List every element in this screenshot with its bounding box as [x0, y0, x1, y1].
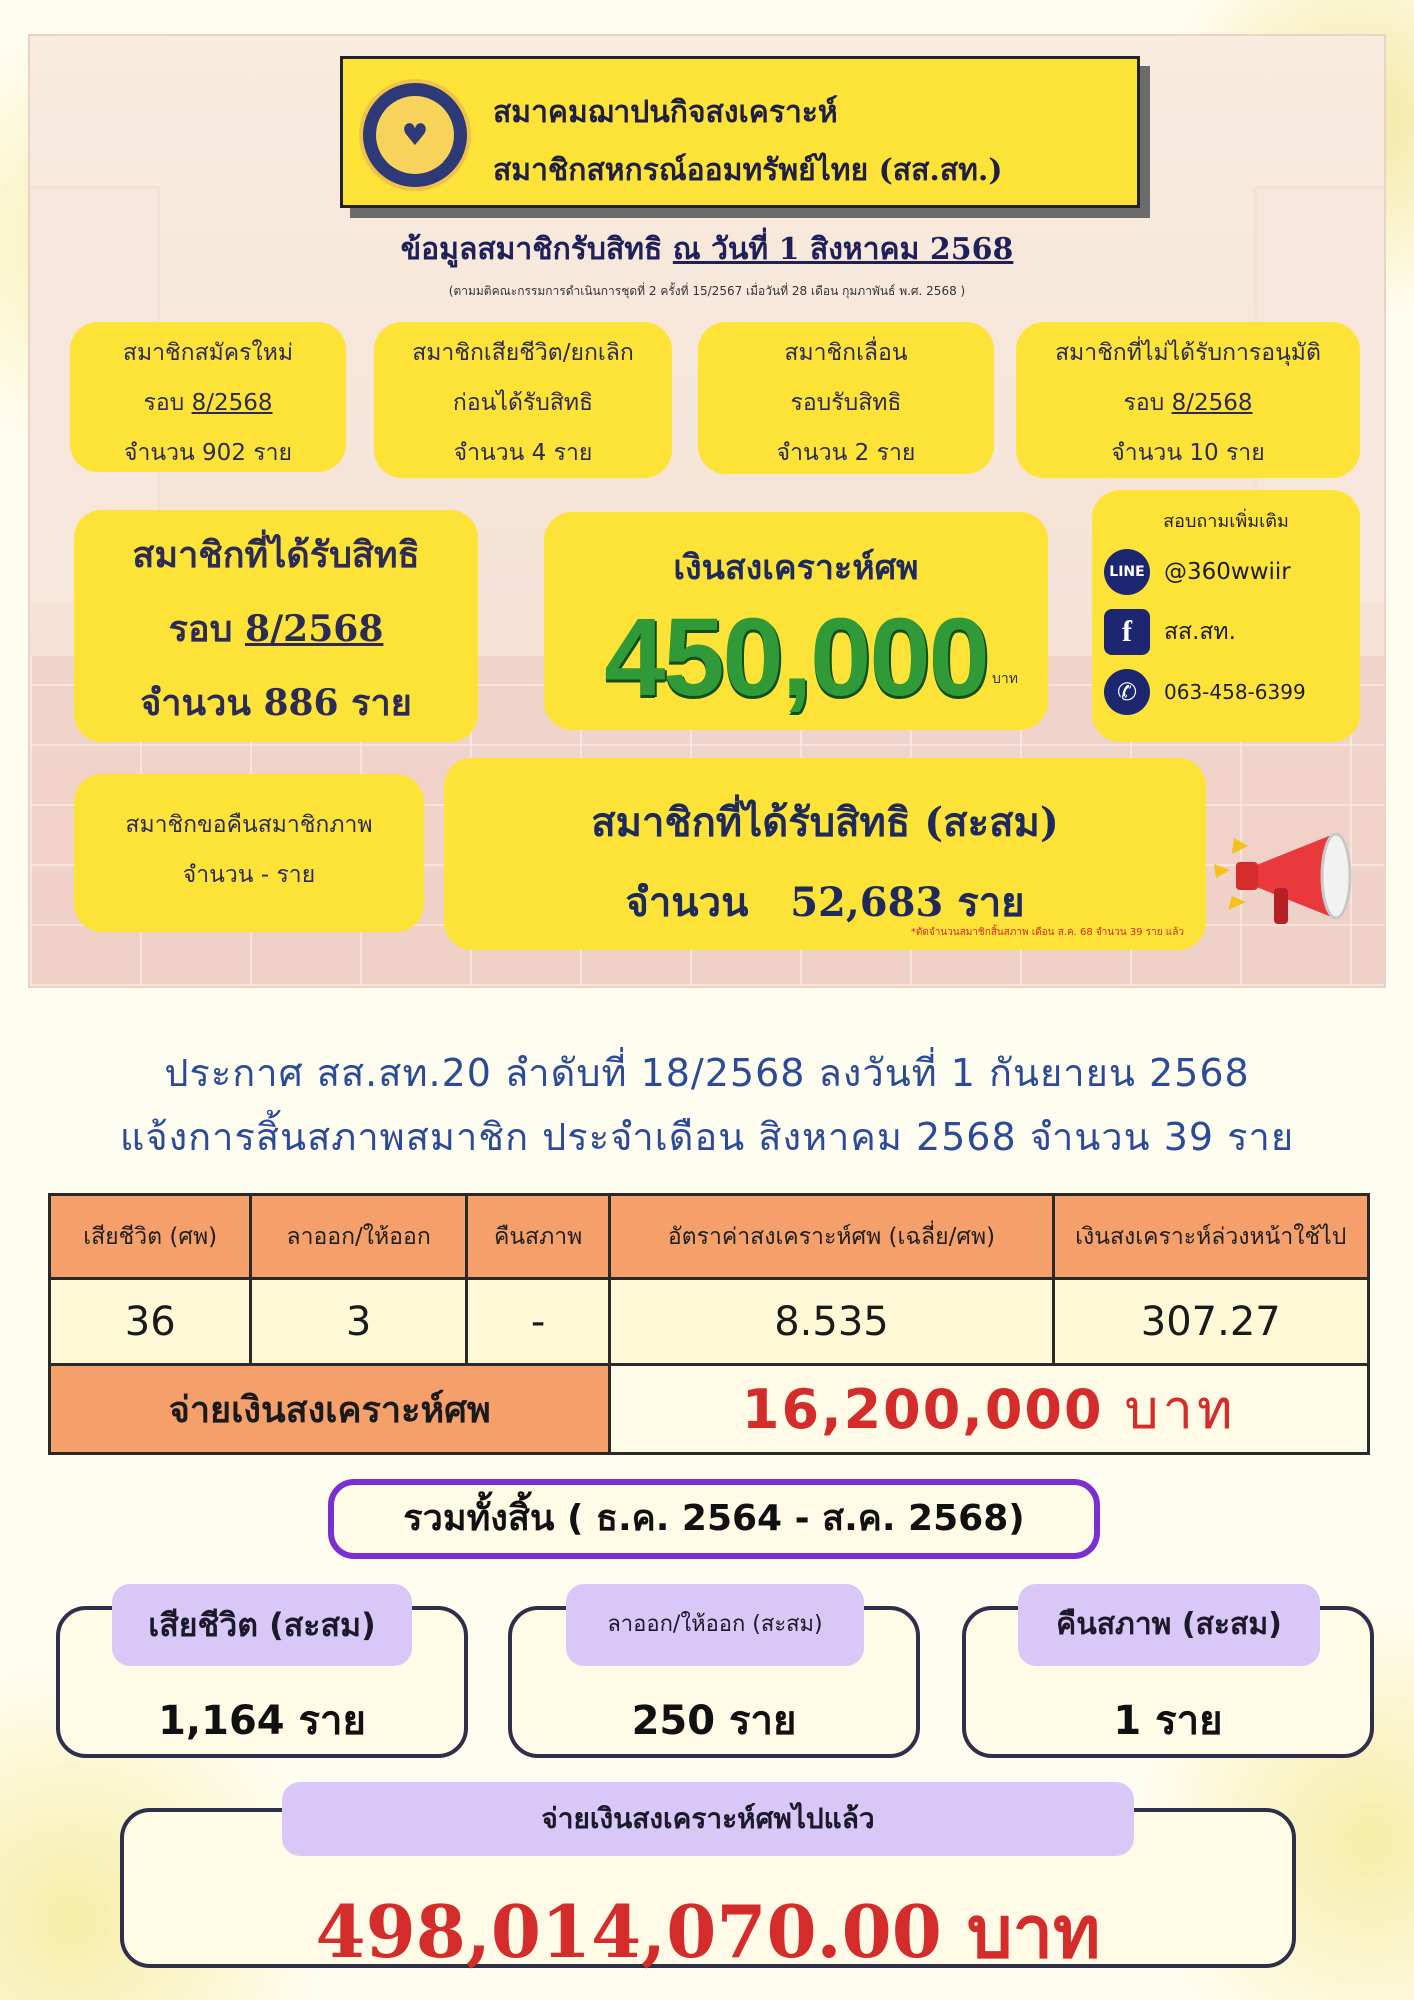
- resigned-total-label: ลาออก/ให้ออก (สะสม): [566, 1584, 864, 1666]
- org-logo: [359, 79, 471, 191]
- table-header: เสียชีวิต (ศพ): [50, 1195, 251, 1279]
- reinstated-total-label: คืนสภาพ (สะสม): [1018, 1584, 1320, 1666]
- contact-box: [1092, 490, 1360, 742]
- round-value: 8/2568: [244, 608, 384, 650]
- monthly-stats-table: [48, 1193, 1370, 1455]
- deceased-count-cell: 36: [50, 1279, 251, 1365]
- subtitle-date: ณ วันที่ 1 สิงหาคม 2568: [672, 232, 1014, 267]
- deceased-cancelled-count: จำนวน 4 ราย: [453, 440, 593, 466]
- facebook-icon: f: [1104, 609, 1150, 655]
- new-members-label: สมาชิกสมัครใหม่: [122, 340, 294, 366]
- payment-row: [50, 1365, 1369, 1454]
- welfare-amount-value: 450,000: [604, 596, 988, 719]
- announcement-line1: ประกาศ สส.สท.20 ลำดับที่ 18/2568 ลงวันที่ 1 กันยายน 2568: [164, 1051, 1250, 1095]
- new-members-box: [70, 322, 346, 472]
- round-value: 8/2568: [191, 390, 273, 416]
- round-prefix: รอบ: [143, 390, 185, 416]
- round-prefix: รอบ: [1123, 390, 1165, 416]
- info-date-title: [30, 226, 1384, 273]
- payment-unit: บาท: [1124, 1378, 1237, 1441]
- table-header: ลาออก/ให้ออก: [251, 1195, 466, 1279]
- megaphone-icon: [1214, 816, 1386, 936]
- org-name-line1: สมาคมฌาปนกิจสงเคราะห์: [493, 95, 838, 130]
- payment-value-cell: [610, 1365, 1369, 1454]
- welfare-amount-title: เงินสงเคราะห์ศพ: [673, 548, 919, 588]
- hands-people-icon: ♥: [376, 96, 454, 174]
- deceased-total-value: 1,164 ราย: [158, 1698, 366, 1744]
- accumulated-title: สมาชิกที่ได้รับสิทธิ (สะสม): [591, 799, 1059, 846]
- not-approved-round: [1016, 378, 1360, 428]
- accumulated-count-label: จำนวน: [625, 879, 749, 926]
- reinstated-count-cell: -: [466, 1279, 610, 1365]
- not-approved-count: จำนวน 10 ราย: [1111, 440, 1265, 466]
- average-rate-cell: 8.535: [610, 1279, 1053, 1365]
- round-value: 8/2568: [1171, 390, 1253, 416]
- deceased-cancelled-label: สมาชิกเสียชีวิต/ยกเลิก: [412, 340, 634, 366]
- postponed-box: [698, 322, 994, 474]
- return-status-box: [74, 774, 424, 932]
- line-id[interactable]: @360wwiir: [1164, 559, 1291, 585]
- info-panel: [28, 34, 1386, 988]
- advance-used-cell: 307.27: [1053, 1279, 1369, 1365]
- welfare-amount-unit: บาท: [992, 671, 1018, 687]
- table-header-row: [50, 1195, 1369, 1279]
- payment-label: จ่ายเงินสงเคราะห์ศพ: [50, 1365, 610, 1454]
- org-name-line2: สมาชิกสหกรณ์ออมทรัพย์ไทย (สส.สท.): [493, 153, 1003, 188]
- entitled-label: สมาชิกที่ได้รับสิทธิ: [132, 534, 420, 576]
- facebook-contact[interactable]: [1104, 609, 1360, 655]
- not-approved-label: สมาชิกที่ไม่ได้รับการอนุมัติ: [1055, 340, 1321, 366]
- total-paid-label: จ่ายเงินสงเคราะห์ศพไปแล้ว: [282, 1782, 1134, 1856]
- subtitle-prefix: ข้อมูลสมาชิกรับสิทธิ: [400, 232, 663, 267]
- phone-contact[interactable]: [1104, 669, 1360, 715]
- line-icon: LINE: [1104, 549, 1150, 595]
- phone-number[interactable]: 063-458-6399: [1164, 680, 1306, 704]
- postponed-count: จำนวน 2 ราย: [776, 440, 916, 466]
- reinstated-total-value: 1 ราย: [1113, 1698, 1223, 1744]
- entitled-round: [74, 592, 478, 666]
- accumulated-count-value: 52,683 ราย: [790, 879, 1025, 926]
- postponed-label: สมาชิกเลื่อน: [784, 340, 908, 366]
- entitled-members-box: [74, 510, 478, 742]
- not-approved-box: [1016, 322, 1360, 478]
- contact-title: สอบถามเพิ่มเติม: [1163, 511, 1289, 532]
- facebook-name[interactable]: สส.สท.: [1164, 619, 1236, 645]
- new-members-round: [70, 378, 346, 428]
- postponed-sub: รอบรับสิทธิ: [790, 390, 902, 416]
- table-header: อัตราค่าสงเคราะห์ศพ (เฉลี่ย/ศพ): [610, 1195, 1053, 1279]
- org-title-box: [340, 56, 1140, 208]
- totals-period-label: รวมทั้งสิ้น ( ธ.ค. 2564 - ส.ค. 2568): [328, 1479, 1100, 1559]
- resolution-note: (ตามมติคณะกรรมการดำเนินการชุดที่ 2 ครั้งที่ 15/2567 เมื่อวันที่ 28 เดือน กุมภาพันธ์ พ.ศ. 2568 ): [448, 284, 966, 298]
- accumulated-note: *ตัดจำนวนสมาชิกสิ้นสภาพ เดือน ส.ค. 68 จำนวน 39 ราย แล้ว: [910, 927, 1184, 938]
- entitled-count: จำนวน 886 ราย: [140, 682, 412, 724]
- table-row: [50, 1279, 1369, 1365]
- resigned-count-cell: 3: [251, 1279, 466, 1365]
- accumulated-entitled-box: [444, 758, 1206, 950]
- resigned-total-value: 250 ราย: [631, 1698, 797, 1744]
- announcement-line2: แจ้งการสิ้นสภาพสมาชิก ประจำเดือน สิงหาคม 2568 จำนวน 39 ราย: [119, 1115, 1295, 1159]
- round-prefix: รอบ: [168, 608, 233, 650]
- payment-value: 16,200,000: [741, 1378, 1104, 1441]
- return-status-count: จำนวน - ราย: [182, 862, 316, 888]
- deceased-cancelled-box: [374, 322, 672, 478]
- deceased-cancelled-sub: ก่อนได้รับสิทธิ: [452, 390, 594, 416]
- welfare-amount-box: [544, 512, 1048, 730]
- return-status-label: สมาชิกขอคืนสมาชิกภาพ: [125, 812, 373, 838]
- table-header: คืนสภาพ: [466, 1195, 610, 1279]
- new-members-count: จำนวน 902 ราย: [123, 440, 293, 466]
- table-header: เงินสงเคราะห์ล่วงหน้าใช้ไป: [1053, 1195, 1369, 1279]
- total-paid-value: 498,014,070.00 บาท: [315, 1889, 1101, 1974]
- line-contact[interactable]: [1104, 549, 1360, 595]
- phone-icon: ✆: [1104, 669, 1150, 715]
- deceased-total-label: เสียชีวิต (สะสม): [112, 1584, 412, 1666]
